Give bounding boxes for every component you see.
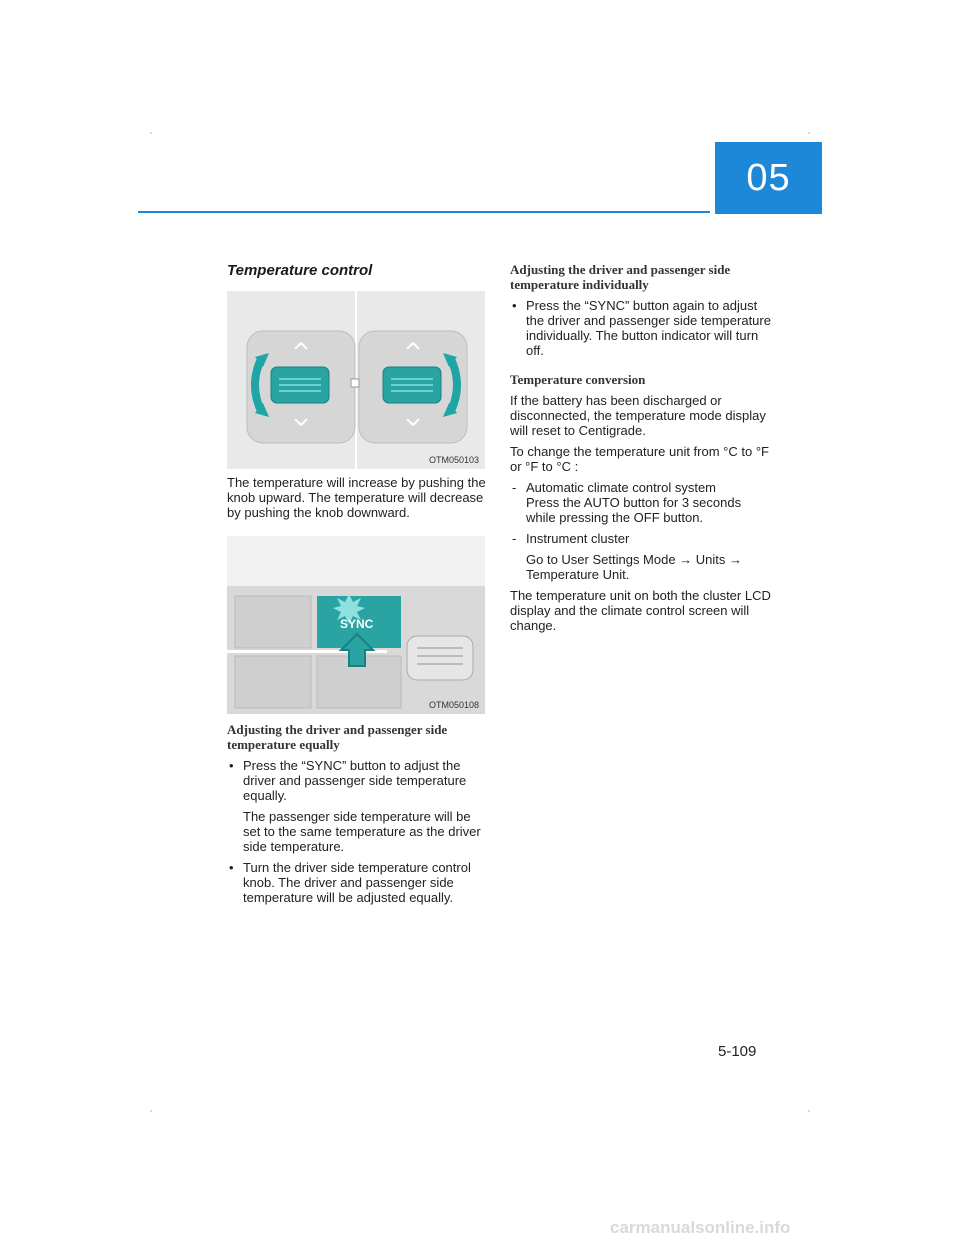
subhead-conversion: Temperature conversion xyxy=(510,372,646,387)
page-number: 5-109 xyxy=(718,1043,757,1060)
corner-mark xyxy=(808,132,810,134)
subhead-equal: Adjusting the driver and passenger side temperature equally xyxy=(227,722,448,752)
knob-illustration xyxy=(227,291,485,469)
list-item xyxy=(227,758,489,854)
corner-mark xyxy=(150,1110,152,1112)
individual-bullets xyxy=(510,298,772,358)
dash-mark: - xyxy=(512,531,517,546)
knob-description: The temperature will increase by pushing the knob upward. The temperature will decrease by pushing the knob downward. xyxy=(227,475,486,520)
bullet-text: Press the “SYNC” button again to adjust the driver and passenger side temperature individually. The button indicator will turn off. xyxy=(526,298,771,358)
bullet-mark: • xyxy=(229,758,234,773)
bullet-text: Press the “SYNC” button to adjust the driver and passenger side temperature equally. xyxy=(243,758,467,803)
bullet-mark: • xyxy=(229,860,234,875)
sync-button-figure xyxy=(227,536,485,714)
list-item xyxy=(510,531,772,582)
chapter-number: 05 xyxy=(746,156,791,199)
section-title: Temperature control xyxy=(227,262,373,279)
equal-bullets xyxy=(227,758,489,905)
step-detail: Press the AUTO button for 3 seconds while pressing the OFF button. xyxy=(526,495,742,525)
dash-mark: - xyxy=(512,480,517,495)
bullet-text: Turn the driver side temperature control knob. The driver and passenger side temperature will be adjusted equally. xyxy=(243,860,471,905)
result-note: The temperature unit on both the cluster LCD display and the climate control screen will change. xyxy=(510,588,771,633)
corner-mark xyxy=(150,132,152,134)
bullet-mark: • xyxy=(512,298,517,313)
right-column xyxy=(510,262,772,639)
figure-code: OTM050103 xyxy=(428,455,479,465)
conversion-steps xyxy=(510,480,772,582)
temperature-knob-figure xyxy=(227,291,485,469)
step-title: Instrument cluster xyxy=(526,531,630,546)
list-item xyxy=(510,480,772,525)
unit-change-intro: To change the temperature unit from °C to °F or °F to °C : xyxy=(510,444,769,474)
subhead-individual: Adjusting the driver and passenger side temperature individually xyxy=(510,262,731,292)
left-column xyxy=(227,262,489,911)
list-item xyxy=(510,298,772,358)
bullet-subtext: The passenger side temperature will be set to the same temperature as the driver side temperature. xyxy=(243,809,481,854)
step-title: Automatic climate control system xyxy=(526,480,717,495)
figure-code: OTM050108 xyxy=(428,700,479,710)
corner-mark xyxy=(808,1110,810,1112)
reset-note: If the battery has been discharged or disconnected, the temperature mode display will reset to Centigrade. xyxy=(510,393,766,438)
chapter-tab xyxy=(715,142,822,214)
list-item xyxy=(227,860,489,905)
step-detail: Go to User Settings Mode → Units → Temperature Unit. xyxy=(526,552,743,582)
header-rule xyxy=(138,211,710,213)
sync-label: SYNC xyxy=(340,617,374,631)
watermark: carmanualsonline.info xyxy=(610,1218,791,1237)
